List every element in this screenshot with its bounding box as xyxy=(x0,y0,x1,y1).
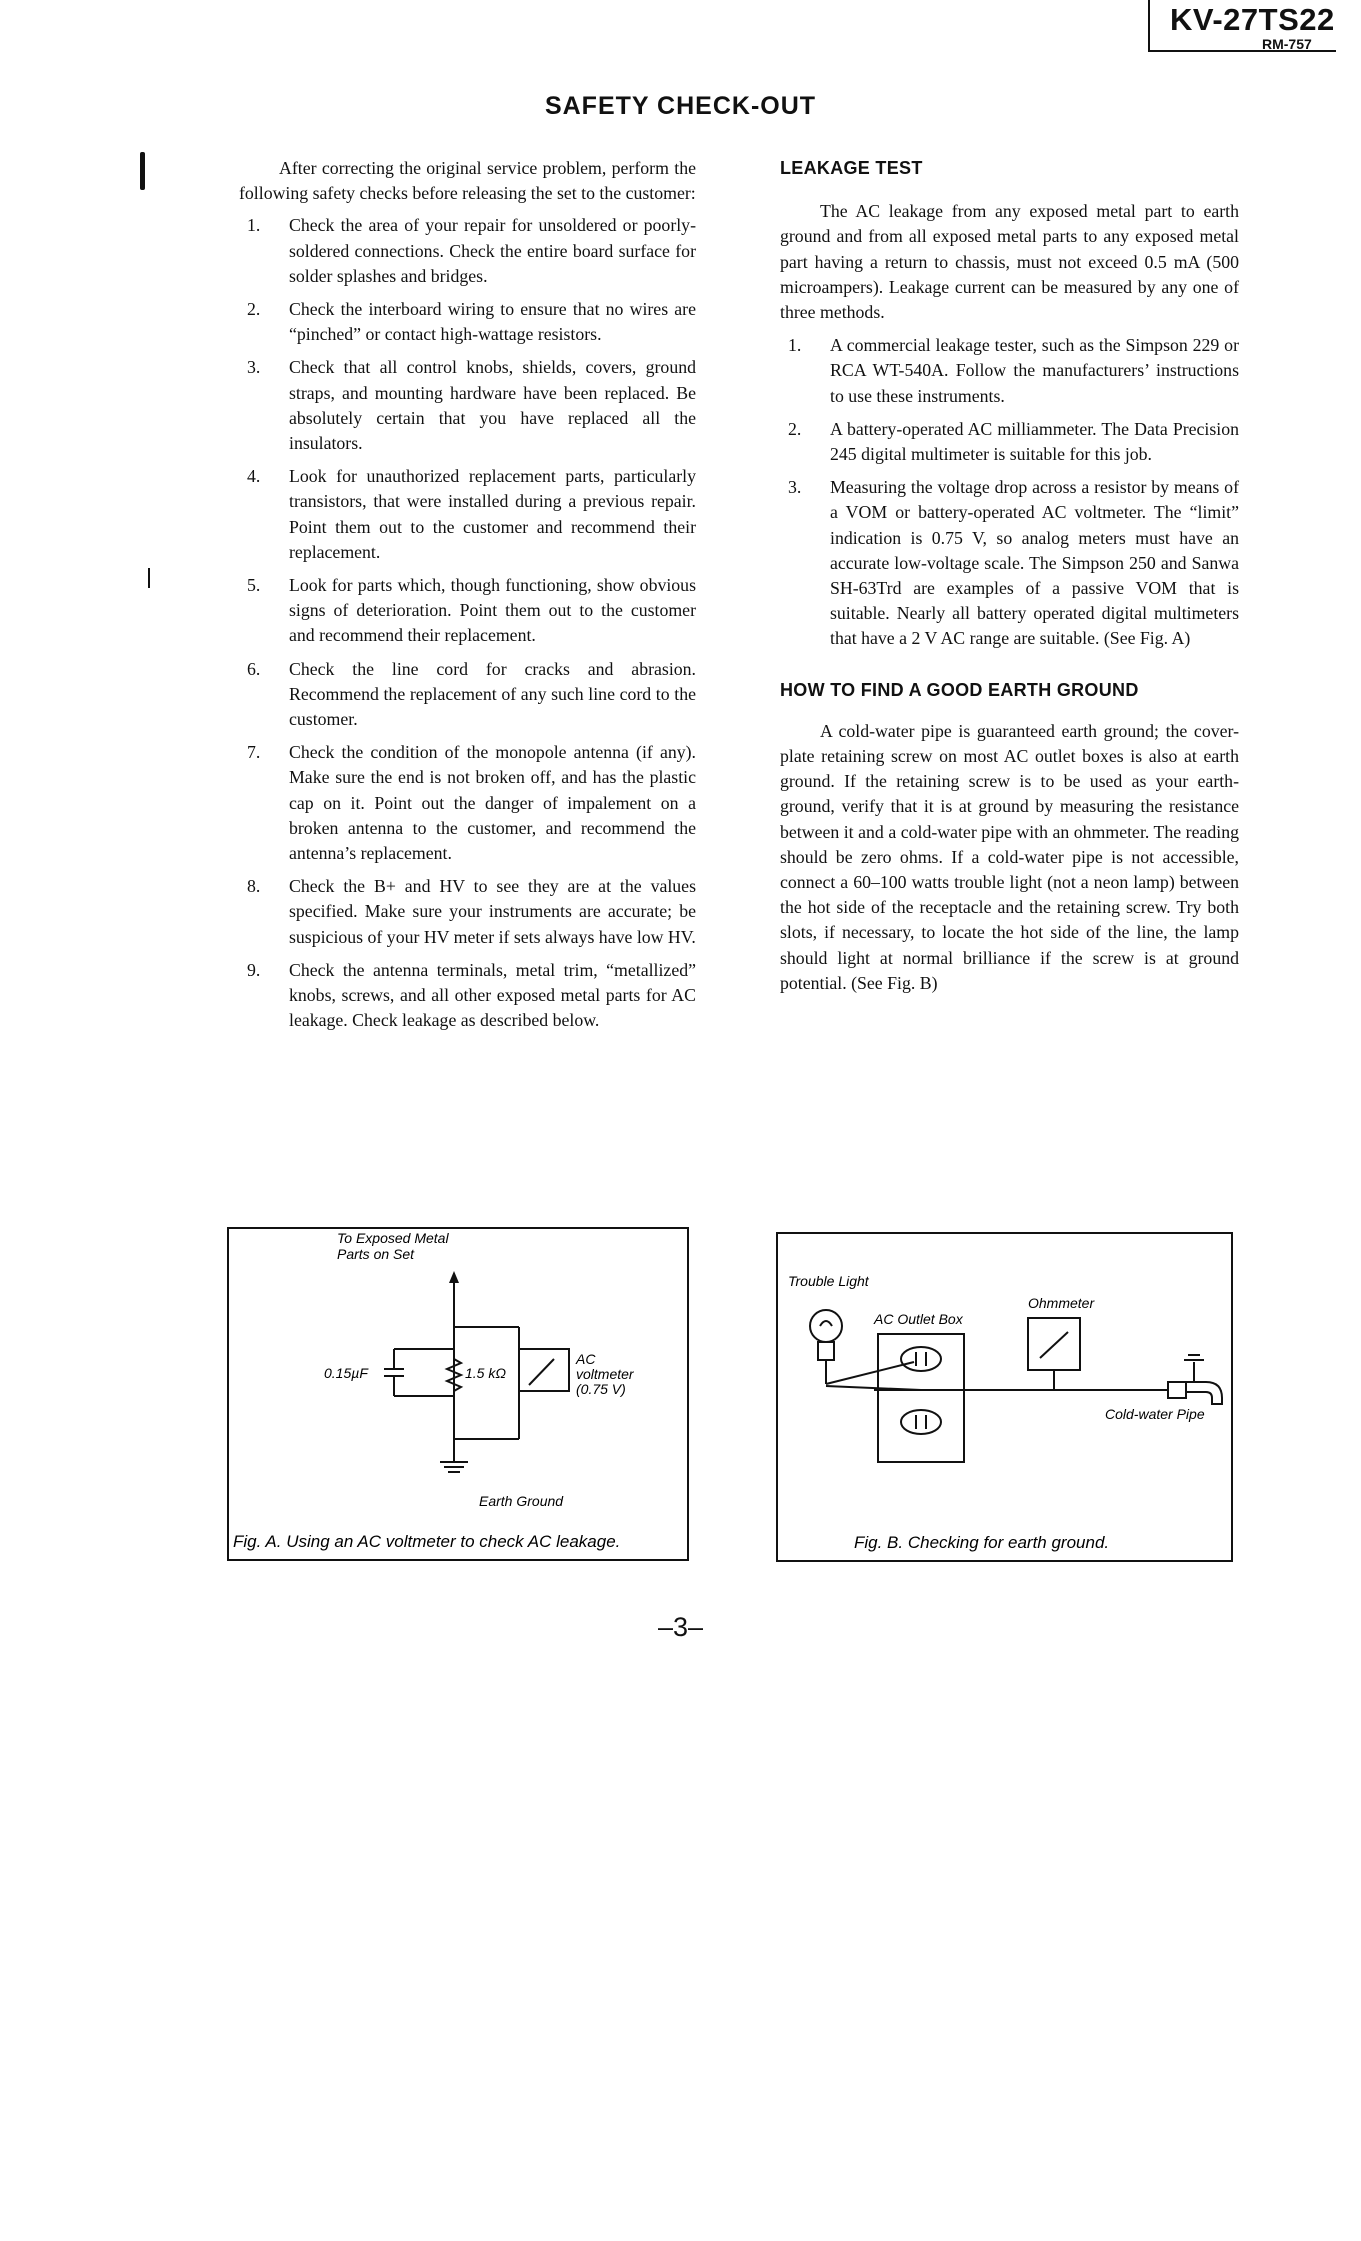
list-item xyxy=(780,475,1239,651)
fig-a-meter-label-1: AC xyxy=(576,1351,596,1367)
item-number: 3. xyxy=(247,357,261,378)
margin-mark xyxy=(148,568,150,588)
list-item xyxy=(780,417,1239,467)
left-column xyxy=(239,156,696,1042)
fig-a-circuit-diagram xyxy=(229,1229,687,1559)
margin-mark xyxy=(140,152,145,190)
fig-a-label-top-1: To Exposed Metal xyxy=(337,1230,449,1246)
list-item xyxy=(780,333,1239,409)
fig-a-capacitor-label: 0.15µF xyxy=(324,1365,368,1381)
list-item xyxy=(239,213,696,289)
item-number: 8. xyxy=(247,876,261,897)
list-item xyxy=(239,464,696,565)
item-text: A battery-operated AC milliammeter. The Data Precision 245 digital multimeter is suitable for this job. xyxy=(830,418,1239,465)
item-text: Check the B+ and HV to see they are at the values specified. Make sure your instruments are accurate; be suspicious of your HV meter if sets always have low HV. xyxy=(289,876,696,947)
leakage-test-heading: LEAKAGE TEST xyxy=(780,158,923,178)
item-text: Look for unauthorized replacement parts, particularly transistors, that were installed during a previous repair. Point them out to the customer and recommend their replacement. xyxy=(289,466,696,562)
item-text: Check the area of your repair for unsoldered or poorly-soldered connections. Check the entire board surface for solder splashes and bridges. xyxy=(289,215,696,286)
item-text: Check the antenna terminals, metal trim, “metallized” knobs, screws, and all other exposed metal parts for AC leakage. Check leakage as described below. xyxy=(289,959,696,1031)
item-number: 7. xyxy=(247,742,261,763)
item-number: 2. xyxy=(247,299,261,320)
item-number: 4. xyxy=(247,466,261,487)
list-item xyxy=(239,573,696,649)
figure-a xyxy=(227,1227,689,1561)
remote-model-number: RM-757 xyxy=(1262,36,1312,52)
item-number: 5. xyxy=(247,575,261,596)
page-title: SAFETY CHECK-OUT xyxy=(544,92,817,120)
earth-ground-paragraph: A cold-water pipe is guaranteed earth ground; the cover-plate retaining screw on most AC outlet boxes is also at earth ground. If the retaining screw is to be used as your earth-ground, verify that it is at ground by measuring the resistance between it and a cold-water pipe with an ohmmeter. The reading should be zero ohms. If a cold-water pipe is not accessible, connect a 60–100 watts trouble light (not a neon lamp) between the hot side of the receptacle and the retaining screw. Try both slots, if necessary, to locate the hot side of the line, the lamp should light at normal brilliance if the screw is at ground potential. (See Fig. B) xyxy=(780,720,1239,993)
item-number: 2. xyxy=(788,418,802,439)
fig-a-label-top-2: Parts on Set xyxy=(337,1246,415,1262)
item-text: Look for parts which, though functioning, show obvious signs of deterioration. Point them out to the customer and recommend their replacement. xyxy=(289,575,696,646)
list-item xyxy=(239,297,696,347)
leakage-method-list xyxy=(780,333,1239,651)
item-number: 1. xyxy=(788,335,802,356)
model-number: KV-27TS22 xyxy=(1170,2,1335,37)
item-text: Check the interboard wiring to ensure that no wires are “pinched” or contact high-wattage resistors. xyxy=(289,299,696,345)
earth-ground-heading: HOW TO FIND A GOOD EARTH GROUND xyxy=(780,679,1139,700)
list-item xyxy=(239,740,696,866)
figure-b xyxy=(776,1232,1233,1562)
fig-b-trouble-light-label: Trouble Light xyxy=(788,1273,869,1289)
item-text: Measuring the voltage drop across a resistor by means of a VOM or battery-operated AC voltmeter. The “limit” indication is 0.75 V, so analog meters must have an accurate low-voltage scale. The Simpson 250 and Sanwa SH-63Trd are examples of a passive VOM that is suitable. Nearly all battery operated digital multimeters that have a 2 V AC range are suitable. (See Fig. A) xyxy=(830,477,1239,649)
fig-a-meter-label-2: voltmeter xyxy=(576,1366,634,1382)
page-number: –3– xyxy=(657,1612,704,1642)
fig-a-ground-label: Earth Ground xyxy=(479,1493,564,1509)
intro-paragraph: After correcting the original service problem, perform the following safety checks before releasing the set to the customer: xyxy=(239,158,696,204)
leakage-intro-paragraph: The AC leakage from any exposed metal part to earth ground and from all exposed metal parts to any exposed metal part having a return to chassis, must not exceed 0.5 mA (500 microampers). Leakage current can be measured by any one of three methods. xyxy=(780,201,1239,323)
list-item xyxy=(239,958,696,1034)
item-number: 1. xyxy=(247,215,261,236)
item-number: 3. xyxy=(788,477,802,498)
item-text: A commercial leakage tester, such as the Simpson 229 or RCA WT-540A. Follow the manufacturers’ instructions to use these instruments. xyxy=(830,335,1239,406)
fig-b-outlet-box-label: AC Outlet Box xyxy=(874,1311,963,1327)
bulb-icon xyxy=(810,1310,842,1342)
fig-b-earth-ground-diagram xyxy=(778,1234,1231,1560)
item-text: Check that all control knobs, shields, covers, ground straps, and mounting hardware have been replaced. Be absolutely certain that you have replaced all the insulators. xyxy=(289,357,696,454)
fig-a-caption: Fig. A. Using an AC voltmeter to check AC leakage. xyxy=(233,1532,621,1551)
fig-a-resistor-label: 1.5 kΩ xyxy=(465,1365,507,1381)
list-item xyxy=(239,657,696,733)
right-column xyxy=(780,156,1239,996)
item-number: 6. xyxy=(247,658,261,679)
list-item xyxy=(239,874,696,950)
fig-b-pipe-label: Cold-water Pipe xyxy=(1105,1406,1205,1422)
item-text: Check the line cord for cracks and abrasion. Recommend the replacement of any such line cord to the customer. xyxy=(289,658,696,730)
fig-b-ohmmeter-label: Ohmmeter xyxy=(1028,1295,1095,1311)
safety-check-list xyxy=(239,213,696,1033)
item-text: Check the condition of the monopole antenna (if any). Make sure the end is not broken off, and has the plastic cap on it. Point out the danger of impalement on a broken antenna to the customer, and recommend the antenna’s replacement. xyxy=(289,742,696,864)
fig-b-caption: Fig. B. Checking for earth ground. xyxy=(854,1533,1110,1552)
list-item xyxy=(239,355,696,456)
fig-a-meter-label-3: (0.75 V) xyxy=(576,1381,626,1397)
item-number: 9. xyxy=(247,959,261,980)
